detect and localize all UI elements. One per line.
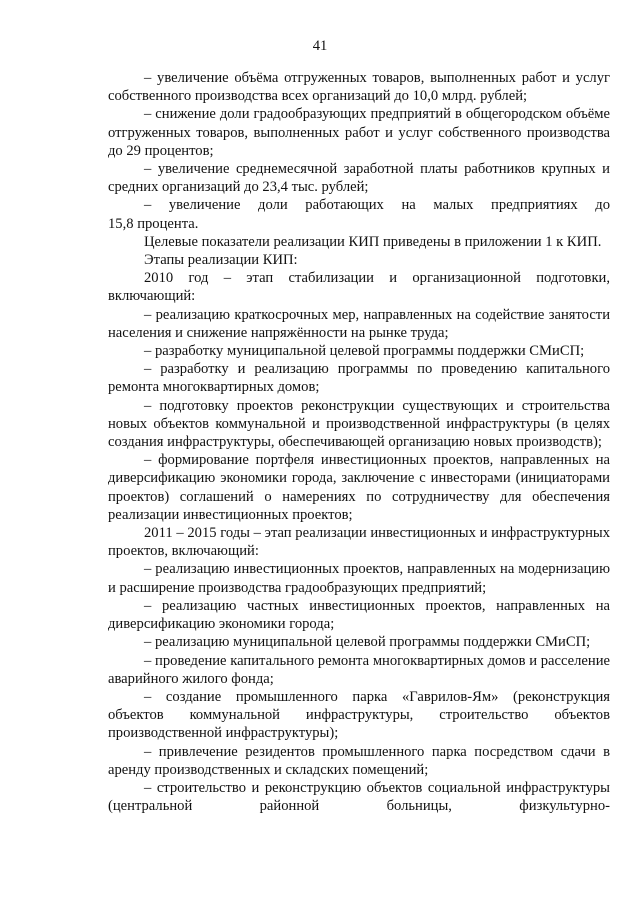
paragraph: – проведение капитального ремонта многоквартирных домов и расселение аварийного жилого фонда; bbox=[108, 652, 610, 687]
paragraph: – реализацию краткосрочных мер, направленных на содействие занятости населения и снижение напряжённости на рынке труда; bbox=[108, 306, 610, 341]
paragraph: – формирование портфеля инвестиционных проектов, направленных на диверсификацию экономики города, заключение с инвесторами (инициаторами проектов) соглашений о намерениях по сотрудничеству для обеспечения реализации инвестиционных проектов; bbox=[108, 452, 610, 523]
paragraph: – увеличение доли работающих на малых предприятиях до bbox=[144, 197, 610, 214]
paragraph: – увеличение объёма отгруженных товаров, выполненных работ и услуг собственного производства всех организаций до 10,0 млрд. рублей; bbox=[108, 70, 610, 105]
paragraph: 2010 год – этап стабилизации и организационной подготовки, включающий: bbox=[108, 270, 610, 305]
paragraph: – строительство и реконструкцию объектов социальной инфраструктуры (центральной районной больницы, физкультурно- bbox=[108, 779, 610, 815]
paragraph: – разработку и реализацию программы по проведению капитального ремонта многоквартирных домов; bbox=[108, 361, 610, 396]
page-number: 41 bbox=[312, 38, 328, 54]
paragraph: – реализацию муниципальной целевой программы поддержки СМиСП; bbox=[144, 634, 591, 651]
paragraph: Этапы реализации КИП: bbox=[144, 252, 298, 269]
paragraph: – снижение доли градообразующих предприятий в общегородском объёме отгруженных товаров, выполненных работ и услуг собственного производства до 29 процентов; bbox=[108, 106, 610, 159]
document-body bbox=[108, 69, 610, 815]
paragraph: – подготовку проектов реконструкции существующих и строительства новых объектов коммунальной и производственной инфраструктуры (в целях создания инфраструктуры, обеспечивающей организацию новых производств); bbox=[108, 397, 610, 451]
paragraph: – реализацию инвестиционных проектов, направленных на модернизацию и расширение производства градообразующих предприятий; bbox=[108, 561, 610, 596]
paragraph: 15,8 процента. bbox=[108, 215, 199, 232]
paragraph: Целевые показатели реализации КИП приведены в приложении 1 к КИП. bbox=[144, 233, 602, 250]
paragraph: – создание промышленного парка «Гаврилов-Ям» (реконструкция объектов коммунальной инфраструктуры, строительство объектов производственной инфраструктуры); bbox=[108, 688, 610, 742]
paragraph: – увеличение среднемесячной заработной платы работников крупных и средних организаций до 23,4 тыс. рублей; bbox=[108, 161, 610, 196]
paragraph: – привлечение резидентов промышленного парка посредством сдачи в аренду производственных и складских помещений; bbox=[108, 743, 610, 778]
paragraph: – реализацию частных инвестиционных проектов, направленных на диверсификацию экономики города; bbox=[108, 597, 610, 633]
paragraph: – разработку муниципальной целевой программы поддержки СМиСП; bbox=[144, 343, 585, 360]
paragraph: 2011 – 2015 годы – этап реализации инвестиционных и инфраструктурных проектов, включающий: bbox=[108, 525, 610, 560]
